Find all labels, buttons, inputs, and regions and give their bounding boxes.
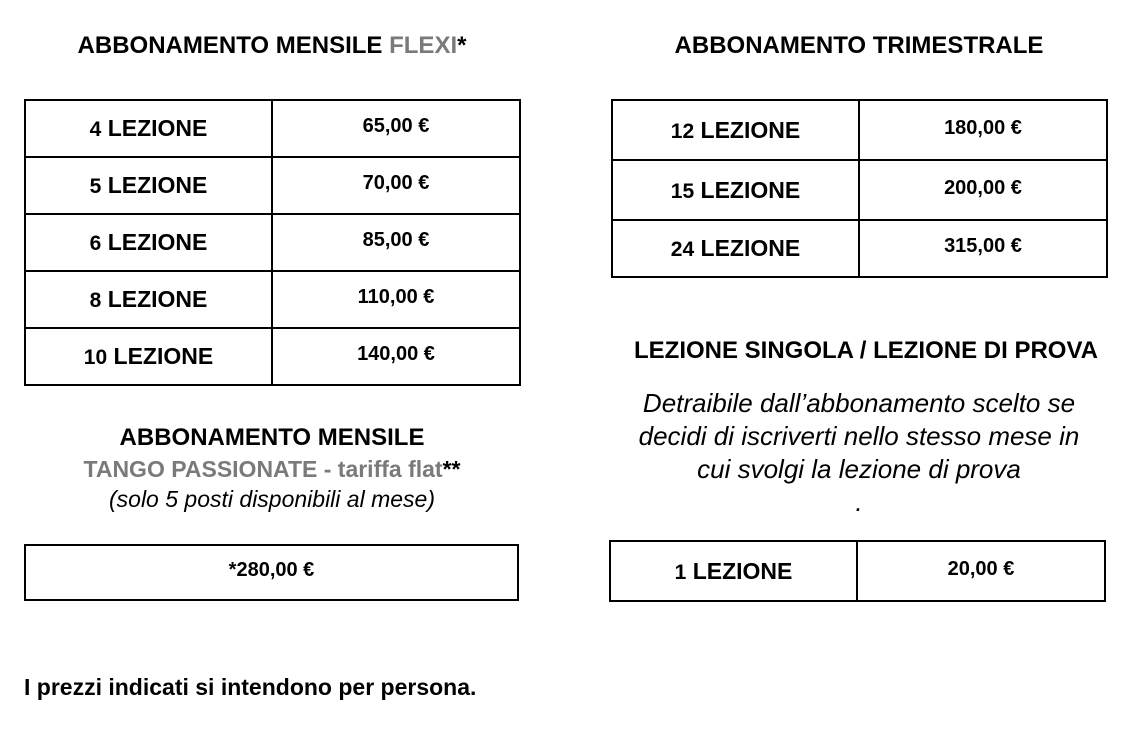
table-row xyxy=(25,271,520,328)
table-row xyxy=(25,157,520,214)
price-cell: *280,00 € xyxy=(25,545,518,600)
lesson-count-cell: 1 LEZIONE xyxy=(610,541,857,601)
description-line: decidi di iscriverti nello stesso mese in xyxy=(638,421,1080,451)
table-row xyxy=(612,220,1107,277)
quarterly-title: ABBONAMENTO TRIMESTRALE xyxy=(674,32,1044,59)
lesson-count-cell: 8 LEZIONE xyxy=(25,271,272,328)
tango-subtitle-accent: TANGO PASSIONATE - tariffa flat xyxy=(83,456,443,482)
table-row xyxy=(25,328,520,385)
description-line: . xyxy=(855,487,863,517)
quarterly-price-table xyxy=(611,99,1108,278)
lesson-count-cell: 5 LEZIONE xyxy=(25,157,272,214)
flexi-title-accent: FLEXI xyxy=(389,32,458,59)
tango-price-table xyxy=(24,544,519,601)
price-cell: 140,00 € xyxy=(272,328,520,385)
price-cell: 315,00 € xyxy=(859,220,1107,277)
price-cell: 65,00 € xyxy=(272,100,520,157)
flexi-title xyxy=(24,32,520,60)
lesson-count-cell: 24 LEZIONE xyxy=(612,220,859,277)
price-cell: 180,00 € xyxy=(859,100,1107,160)
single-lesson-price-table xyxy=(609,540,1106,602)
lesson-count-cell: 4 LEZIONE xyxy=(25,100,272,157)
price-cell: 20,00 € xyxy=(857,541,1105,601)
description-line: Detraibile dall’abbonamento scelto se xyxy=(642,388,1076,418)
price-cell: 85,00 € xyxy=(272,214,520,271)
lesson-count-cell: 12 LEZIONE xyxy=(612,100,859,160)
lesson-count-cell: 10 LEZIONE xyxy=(25,328,272,385)
table-row xyxy=(610,541,1105,601)
price-cell: 200,00 € xyxy=(859,160,1107,220)
table-row xyxy=(612,160,1107,220)
lesson-count-cell: 15 LEZIONE xyxy=(612,160,859,220)
price-cell: 70,00 € xyxy=(272,157,520,214)
table-row xyxy=(25,545,518,600)
tango-subtitle xyxy=(24,456,520,483)
flexi-price-table xyxy=(24,99,521,386)
tango-title: ABBONAMENTO MENSILE xyxy=(119,424,425,451)
flexi-title-main: ABBONAMENTO MENSILE xyxy=(77,32,390,59)
tango-subtitle-suffix: ** xyxy=(442,456,461,482)
single-lesson-description xyxy=(600,387,1118,519)
footer-note: I prezzi indicati si intendono per persona. xyxy=(24,674,477,700)
single-lesson-title: LEZIONE SINGOLA / LEZIONE DI PROVA xyxy=(633,337,1099,364)
price-cell: 110,00 € xyxy=(272,271,520,328)
table-row xyxy=(25,100,520,157)
table-row xyxy=(612,100,1107,160)
description-line: cui svolgi la lezione di prova xyxy=(697,454,1021,484)
tango-note: (solo 5 posti disponibili al mese) xyxy=(109,486,435,512)
table-row xyxy=(25,214,520,271)
flexi-title-suffix: * xyxy=(457,32,467,59)
lesson-count-cell: 6 LEZIONE xyxy=(25,214,272,271)
